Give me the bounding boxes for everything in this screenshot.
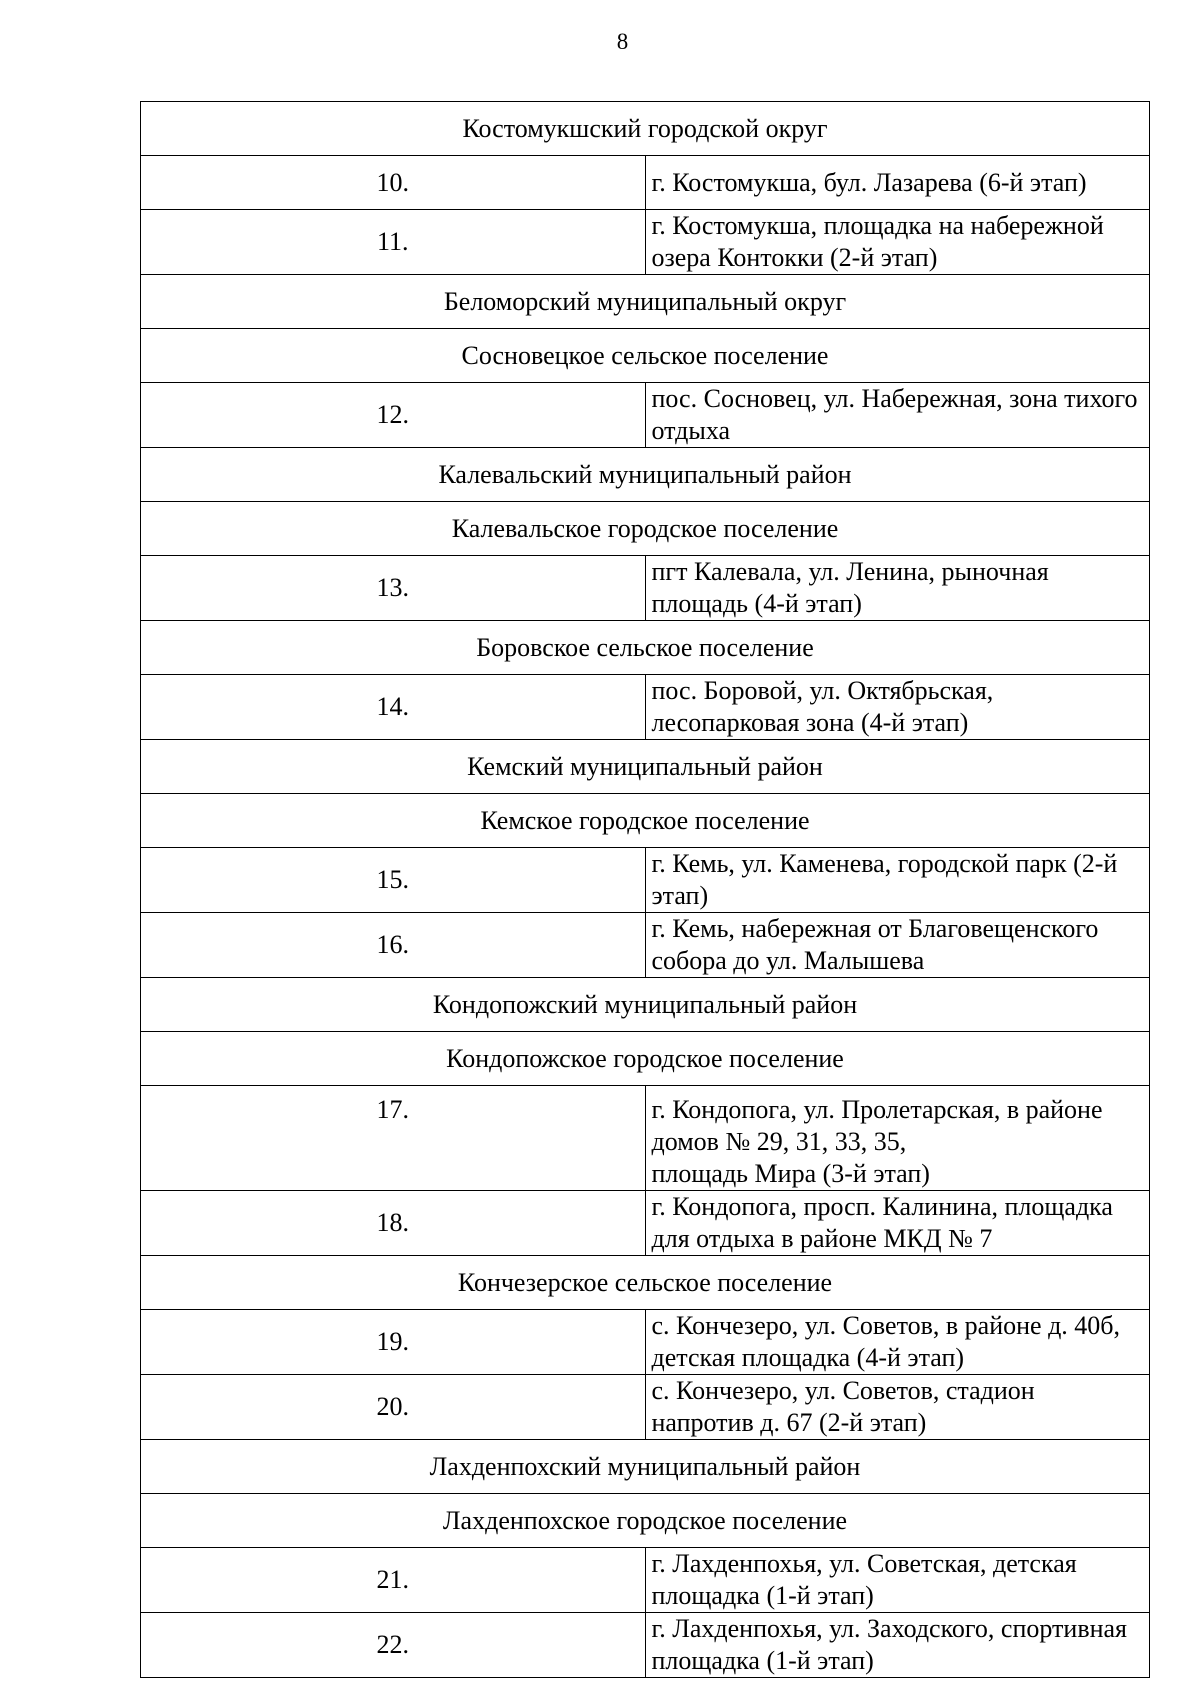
section-header-kem-settlement: Кемское городское поселение xyxy=(141,794,1150,848)
section-header-kalevala-settlement: Калевальское городское поселение xyxy=(141,502,1150,556)
table-row xyxy=(141,1375,1150,1440)
table-row xyxy=(141,1086,1150,1191)
table-row-section-header xyxy=(141,794,1150,848)
section-header-borovoy-settlement: Боровское сельское поселение xyxy=(141,621,1150,675)
row-number: 16. xyxy=(141,913,646,978)
table-row-section-header xyxy=(141,1494,1150,1548)
table-row-section-header xyxy=(141,1032,1150,1086)
row-number: 14. xyxy=(141,675,646,740)
row-description xyxy=(645,1086,1150,1191)
table-row xyxy=(141,156,1150,210)
table-row-section-header xyxy=(141,1256,1150,1310)
row-number: 15. xyxy=(141,848,646,913)
row-description: г. Лахденпохья, ул. Советская, детская площадка (1-й этап) xyxy=(645,1548,1150,1613)
row-number: 13. xyxy=(141,556,646,621)
section-header-konchezero-settlement: Кончезерское сельское поселение xyxy=(141,1256,1150,1310)
row-description: г. Кемь, набережная от Благовещенского собора до ул. Малышева xyxy=(645,913,1150,978)
row-description: г. Кондопога, просп. Калинина, площадка для отдыха в районе МКД № 7 xyxy=(645,1191,1150,1256)
table-row xyxy=(141,1191,1150,1256)
table-row xyxy=(141,556,1150,621)
row-description: г. Лахденпохья, ул. Заходского, спортивная площадка (1-й этап) xyxy=(645,1613,1150,1678)
locations-table xyxy=(140,101,1150,1678)
row-description-line-2: площадь Мира (3-й этап) xyxy=(651,1159,930,1188)
table-row-section-header xyxy=(141,329,1150,383)
table-row xyxy=(141,848,1150,913)
row-description: с. Кончезеро, ул. Советов, в районе д. 40б, детская площадка (4-й этап) xyxy=(645,1310,1150,1375)
table-row xyxy=(141,1548,1150,1613)
section-header-kondopoga-settlement: Кондопожское городское поселение xyxy=(141,1032,1150,1086)
table-row-section-header xyxy=(141,740,1150,794)
row-number: 21. xyxy=(141,1548,646,1613)
row-number: 11. xyxy=(141,210,646,275)
section-header-belomorsk-district: Беломорский муниципальный округ xyxy=(141,275,1150,329)
table-row xyxy=(141,383,1150,448)
table-row xyxy=(141,210,1150,275)
table-row xyxy=(141,675,1150,740)
section-header-kem-district: Кемский муниципальный район xyxy=(141,740,1150,794)
row-description: пгт Калевала, ул. Ленина, рыночная площадь (4-й этап) xyxy=(645,556,1150,621)
row-number: 20. xyxy=(141,1375,646,1440)
table-row-section-header xyxy=(141,275,1150,329)
table-row xyxy=(141,1310,1150,1375)
section-header-kostomuksha-district: Костомукшский городской округ xyxy=(141,102,1150,156)
row-description: пос. Боровой, ул. Октябрьская, лесопарковая зона (4-й этап) xyxy=(645,675,1150,740)
row-description: г. Кемь, ул. Каменева, городской парк (2-й этап) xyxy=(645,848,1150,913)
page-number: 8 xyxy=(616,29,629,54)
table-row-section-header xyxy=(141,621,1150,675)
row-description: г. Костомукша, бул. Лазарева (6-й этап) xyxy=(645,156,1150,210)
table-row xyxy=(141,913,1150,978)
row-description: пос. Сосновец, ул. Набережная, зона тихого отдыха xyxy=(645,383,1150,448)
row-description: с. Кончезеро, ул. Советов, стадион напротив д. 67 (2-й этап) xyxy=(645,1375,1150,1440)
row-description-line-1: г. Кондопога, ул. Пролетарская, в районе домов № 29, 31, 33, 35, xyxy=(651,1095,1103,1156)
row-number: 17. xyxy=(141,1086,646,1191)
section-header-kalevala-district: Калевальский муниципальный район xyxy=(141,448,1150,502)
table-row-section-header xyxy=(141,448,1150,502)
row-number: 12. xyxy=(141,383,646,448)
row-number: 19. xyxy=(141,1310,646,1375)
section-header-kondopoga-district: Кондопожский муниципальный район xyxy=(141,978,1150,1032)
table-row-section-header xyxy=(141,1440,1150,1494)
row-number: 22. xyxy=(141,1613,646,1678)
row-number: 10. xyxy=(141,156,646,210)
row-number: 18. xyxy=(141,1191,646,1256)
section-header-lahdenpohja-settlement: Лахденпохское городское поселение xyxy=(141,1494,1150,1548)
table-row xyxy=(141,1613,1150,1678)
table-row-section-header xyxy=(141,502,1150,556)
section-header-sosnovets-settlement: Сосновецкое сельское поселение xyxy=(141,329,1150,383)
row-description: г. Костомукша, площадка на набережной озера Контокки (2-й этап) xyxy=(645,210,1150,275)
section-header-lahdenpohja-district: Лахденпохский муниципальный район xyxy=(141,1440,1150,1494)
table-row-section-header xyxy=(141,978,1150,1032)
table-row-section-header xyxy=(141,102,1150,156)
